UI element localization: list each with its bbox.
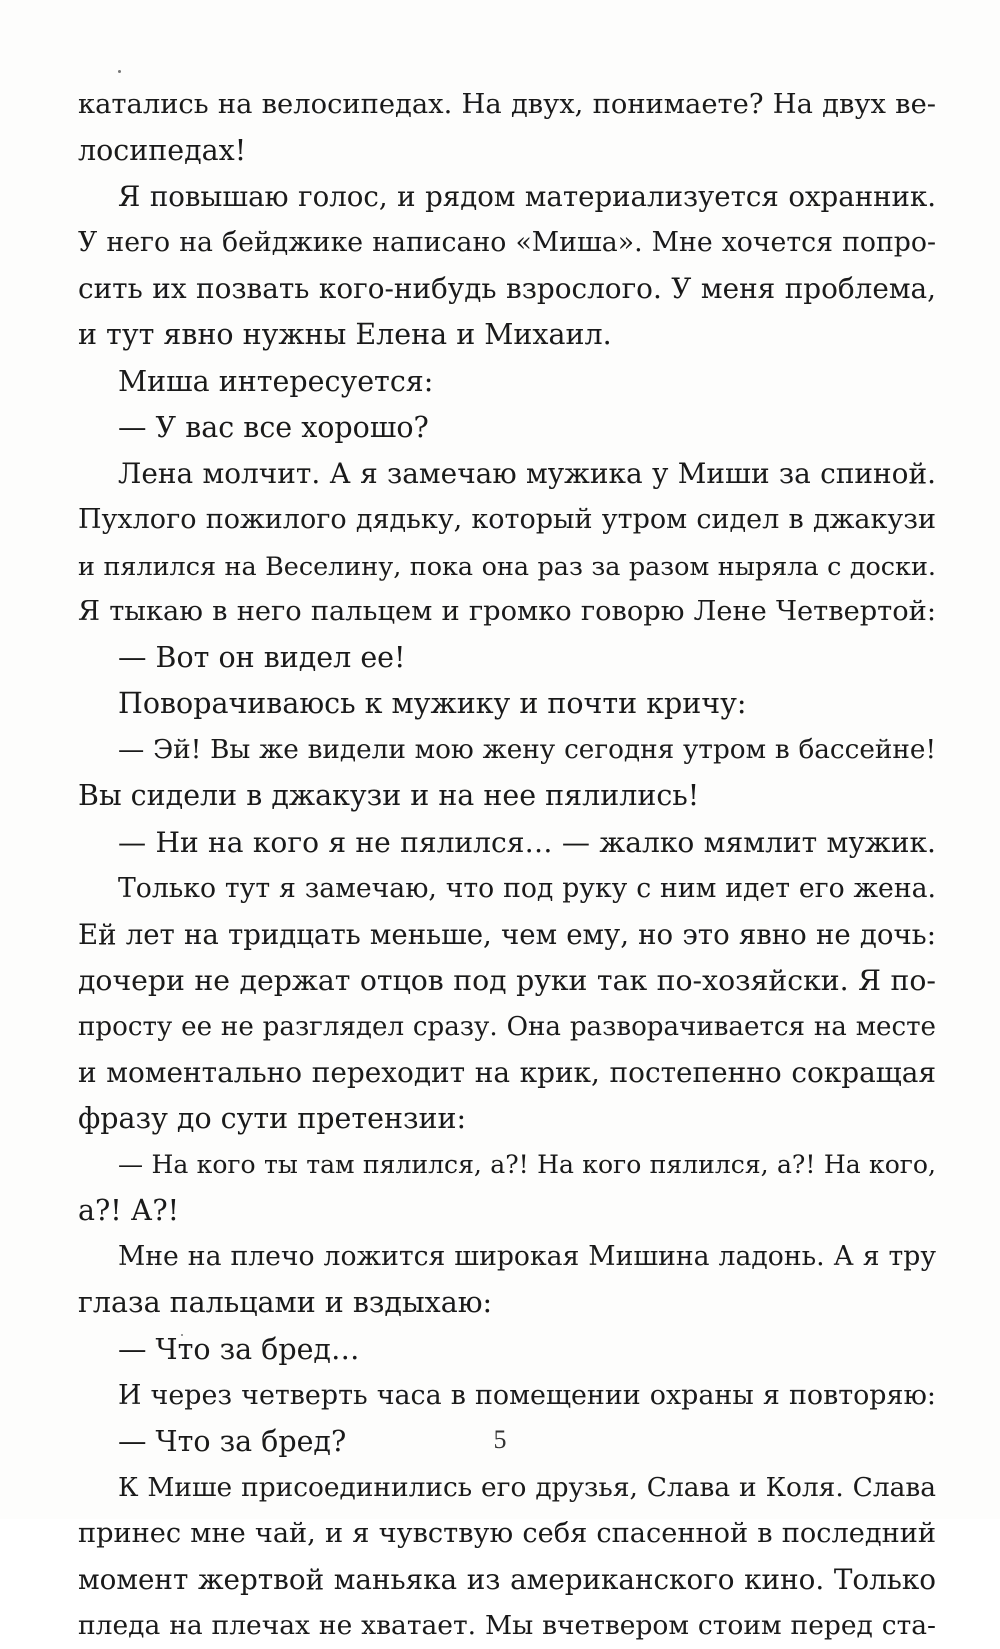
text-line: К Мише присоединились его друзья, Слава и Коля. Слава: [118, 1471, 936, 1503]
text-line: фразу до сути претензии:: [78, 1102, 467, 1136]
text-line: Вы сидели в джакузи и на нее пялились!: [78, 779, 700, 813]
text-line: просту ее не разглядел сразу. Она разворачивается на месте: [78, 1011, 936, 1042]
text-line: катались на велосипедах. На двух, понимаете? На двух ве-: [78, 89, 936, 120]
text-line: — У вас все хорошо?: [118, 410, 429, 444]
text-line: — Вот он видел ее!: [118, 641, 406, 675]
text-line: дочери не держат отцов под руки так по-хозяйски. Я по-: [78, 963, 936, 997]
text-line: У него на бейджике написано «Миша». Мне хочется попро-: [78, 227, 936, 259]
text-line: — Что за бред?: [118, 1424, 347, 1458]
text-line: а?! А?!: [78, 1194, 180, 1228]
text-line: И через четверть часа в помещении охраны я повторяю:: [118, 1379, 936, 1411]
text-line: принес мне чай, и я чувствую себя спасенной в последний: [78, 1517, 936, 1549]
page-body-text: [78, 82, 936, 1649]
text-line: и тут явно нужны Елена и Михаил.: [78, 318, 612, 352]
text-line: Поворачиваюсь к мужику и почти кричу:: [118, 687, 747, 721]
text-line: Пухлого пожилого дядьку, который утром сидел в джакузи: [78, 503, 936, 535]
text-line: — Ни на кого я не пялился… — жалко мямлит мужик.: [118, 825, 936, 859]
text-line: глаза пальцами и вздыхаю:: [78, 1286, 493, 1320]
text-line: Мне на плечо ложится широкая Мишина ладонь. А я тру: [118, 1241, 936, 1273]
text-line: Миша интересуется:: [118, 364, 434, 398]
text-line: — На кого ты там пялился, а?! На кого пялился, а?! На кого,: [118, 1150, 936, 1180]
text-line: Я тыкаю в него пальцем и громко говорю Лене Четвертой:: [78, 596, 936, 628]
text-line: Лена молчит. А я замечаю мужика у Миши за спиной.: [118, 456, 936, 490]
text-line: сить их позвать кого-нибудь взрослого. У меня проблема,: [78, 272, 936, 306]
text-line: лосипедах!: [78, 134, 247, 168]
print-speck: [118, 70, 121, 73]
text-line: — Эй! Вы же видели мою жену сегодня утром в бассейне!: [118, 735, 936, 766]
text-line: момент жертвой маньяка из американского кино. Только: [78, 1563, 936, 1596]
text-line: и моментально переходит на крик, постепенно сокращая: [78, 1055, 936, 1089]
text-line: Только тут я замечаю, что под руку с ним идет его жена.: [118, 872, 936, 904]
page-number: 5: [493, 1425, 507, 1454]
text-line: Я повышаю голос, и рядом материализуется охранник.: [118, 180, 936, 214]
text-line: — Что за бред…: [118, 1332, 360, 1366]
text-line: пледа на плечах не хватает. Мы вчетвером стоим перед ста-: [78, 1610, 936, 1642]
text-line: и пялился на Веселину, пока она раз за разом ныряла с доски.: [78, 550, 936, 581]
text-line: Ей лет на тридцать меньше, чем ему, но это явно не дочь:: [78, 917, 936, 951]
